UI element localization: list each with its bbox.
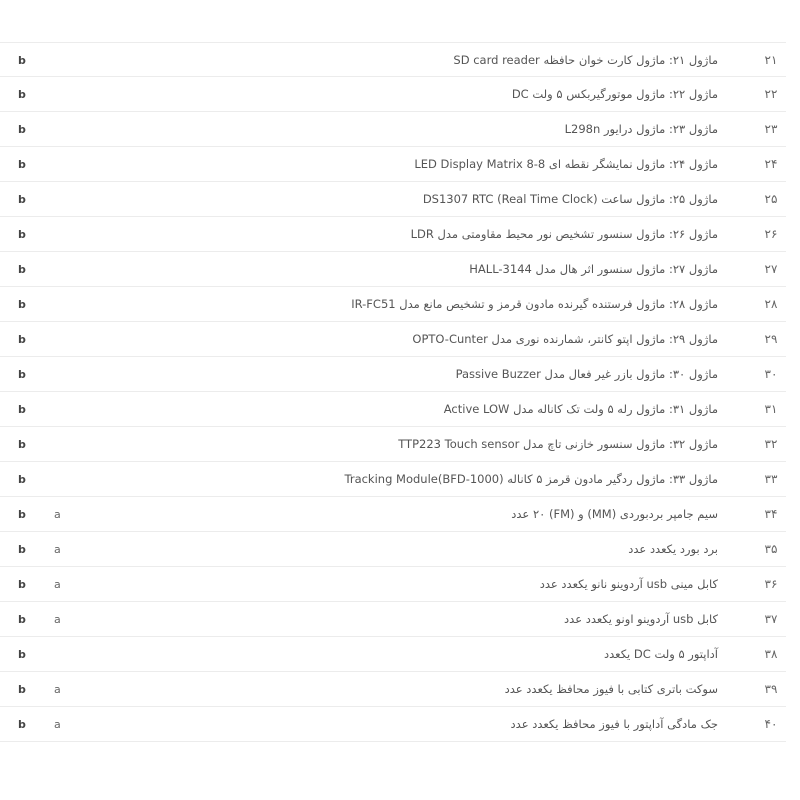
row-description: ماژول ۳۲: ماژول سنسور خازنی تاچ مدل TTP223 Touch sensor [398,437,718,451]
table-row [0,427,786,462]
row-description: کابل usb آردوینو اونو یکعدد عدد [564,612,718,626]
table-row [0,147,786,182]
row-description: کابل مینی usb آردوینو نانو یکعدد عدد [539,577,718,591]
row-number: ۲۱ [764,53,778,67]
row-number: ۲۹ [764,332,778,346]
row-description: ماژول ۳۳: ماژول ردگیر مادون قرمز ۵ کاناله Tracking Module(BFD-1000) [344,472,718,486]
parts-table [0,42,786,742]
row-column-a: a [54,578,61,591]
row-column-b: b [18,333,26,346]
table-row [0,602,786,637]
row-description: برد بورد یکعدد عدد [628,542,718,556]
row-description: ماژول ۲۲: ماژول موتورگیربکس ۵ ولت DC [511,87,718,101]
row-column-b: b [18,263,26,276]
row-description: جک مادگی آداپتور با فیوز محافظ یکعدد عدد [510,717,718,731]
row-column-b: b [18,88,26,101]
row-column-b: b [18,368,26,381]
row-number: ۲۷ [764,262,778,276]
row-column-a: a [54,543,61,556]
row-description: سیم جامپر بردبوردی (MM) و (FM) ۲۰ عدد [511,507,718,521]
row-number: ۲۲ [764,87,778,101]
row-number: ۳۰ [764,367,778,381]
row-column-b: b [18,613,26,626]
table-row [0,462,786,497]
row-column-a: a [54,683,61,696]
row-description: ماژول ۲۷: ماژول سنسور اثر هال مدل HALL-3144 [469,262,718,276]
row-description: ماژول ۲۸: ماژول فرستنده گیرنده مادون قرمز و تشخیص مانع مدل IR-FC51 [351,297,718,311]
row-description: ماژول ۲۱: ماژول کارت خوان حافظه SD card reader [453,53,718,67]
row-column-b: b [18,228,26,241]
row-number: ۳۸ [764,647,778,661]
row-number: ۲۵ [764,192,778,206]
table-row [0,77,786,112]
table-row [0,112,786,147]
table-row [0,532,786,567]
row-number: ۲۶ [764,227,778,241]
row-column-a: a [54,613,61,626]
table-row [0,392,786,427]
row-description: ماژول ۳۰: ماژول بازر غیر فعال مدل Passive Buzzer [455,367,718,381]
row-number: ۲۳ [764,122,778,136]
row-number: ۲۴ [764,157,778,171]
row-column-b: b [18,438,26,451]
row-column-b: b [18,578,26,591]
table-row [0,287,786,322]
table-row [0,497,786,532]
row-number: ۳۷ [764,612,778,626]
table-row [0,707,786,742]
row-number: ۳۴ [764,507,778,521]
row-number: ۳۱ [764,402,778,416]
row-column-b: b [18,718,26,731]
row-column-b: b [18,54,26,67]
table-row [0,42,786,77]
row-column-b: b [18,648,26,661]
row-number: ۴۰ [764,717,778,731]
row-description: ماژول ۲۴: ماژول نمایشگر نقطه ای LED Display Matrix 8-8 [414,157,718,171]
table-row [0,322,786,357]
row-column-a: a [54,718,61,731]
row-number: ۳۳ [764,472,778,486]
row-description: سوکت باتری کتابی با فیوز محافظ یکعدد عدد [504,682,718,696]
row-description: ماژول ۲۵: ماژول ساعت (Real Time Clock) DS1307 RTC [422,192,718,206]
row-column-b: b [18,403,26,416]
row-description: ماژول ۲۳: ماژول درایور L298n [564,122,718,136]
row-column-b: b [18,473,26,486]
table-row [0,357,786,392]
row-description: آداپتور ۵ ولت DC یکعدد [603,647,718,661]
row-column-b: b [18,193,26,206]
row-column-b: b [18,158,26,171]
row-number: ۳۲ [764,437,778,451]
row-description: ماژول ۳۱: ماژول رله ۵ ولت تک کاناله مدل Active LOW [443,402,718,416]
table-row [0,567,786,602]
row-column-b: b [18,123,26,136]
row-column-b: b [18,543,26,556]
table-row [0,182,786,217]
row-number: ۳۶ [764,577,778,591]
table-row [0,252,786,287]
table-row [0,637,786,672]
row-column-b: b [18,683,26,696]
table-row [0,217,786,252]
row-number: ۲۸ [764,297,778,311]
row-column-b: b [18,508,26,521]
row-number: ۳۵ [764,542,778,556]
row-number: ۳۹ [764,682,778,696]
row-description: ماژول ۲۹: ماژول اپتو کانتر، شمارنده نوری مدل OPTO-Cunter [412,332,718,346]
row-description: ماژول ۲۶: ماژول سنسور تشخیص نور محیط مقاومتی مدل LDR [410,227,718,241]
row-column-a: a [54,508,61,521]
row-column-b: b [18,298,26,311]
table-row [0,672,786,707]
